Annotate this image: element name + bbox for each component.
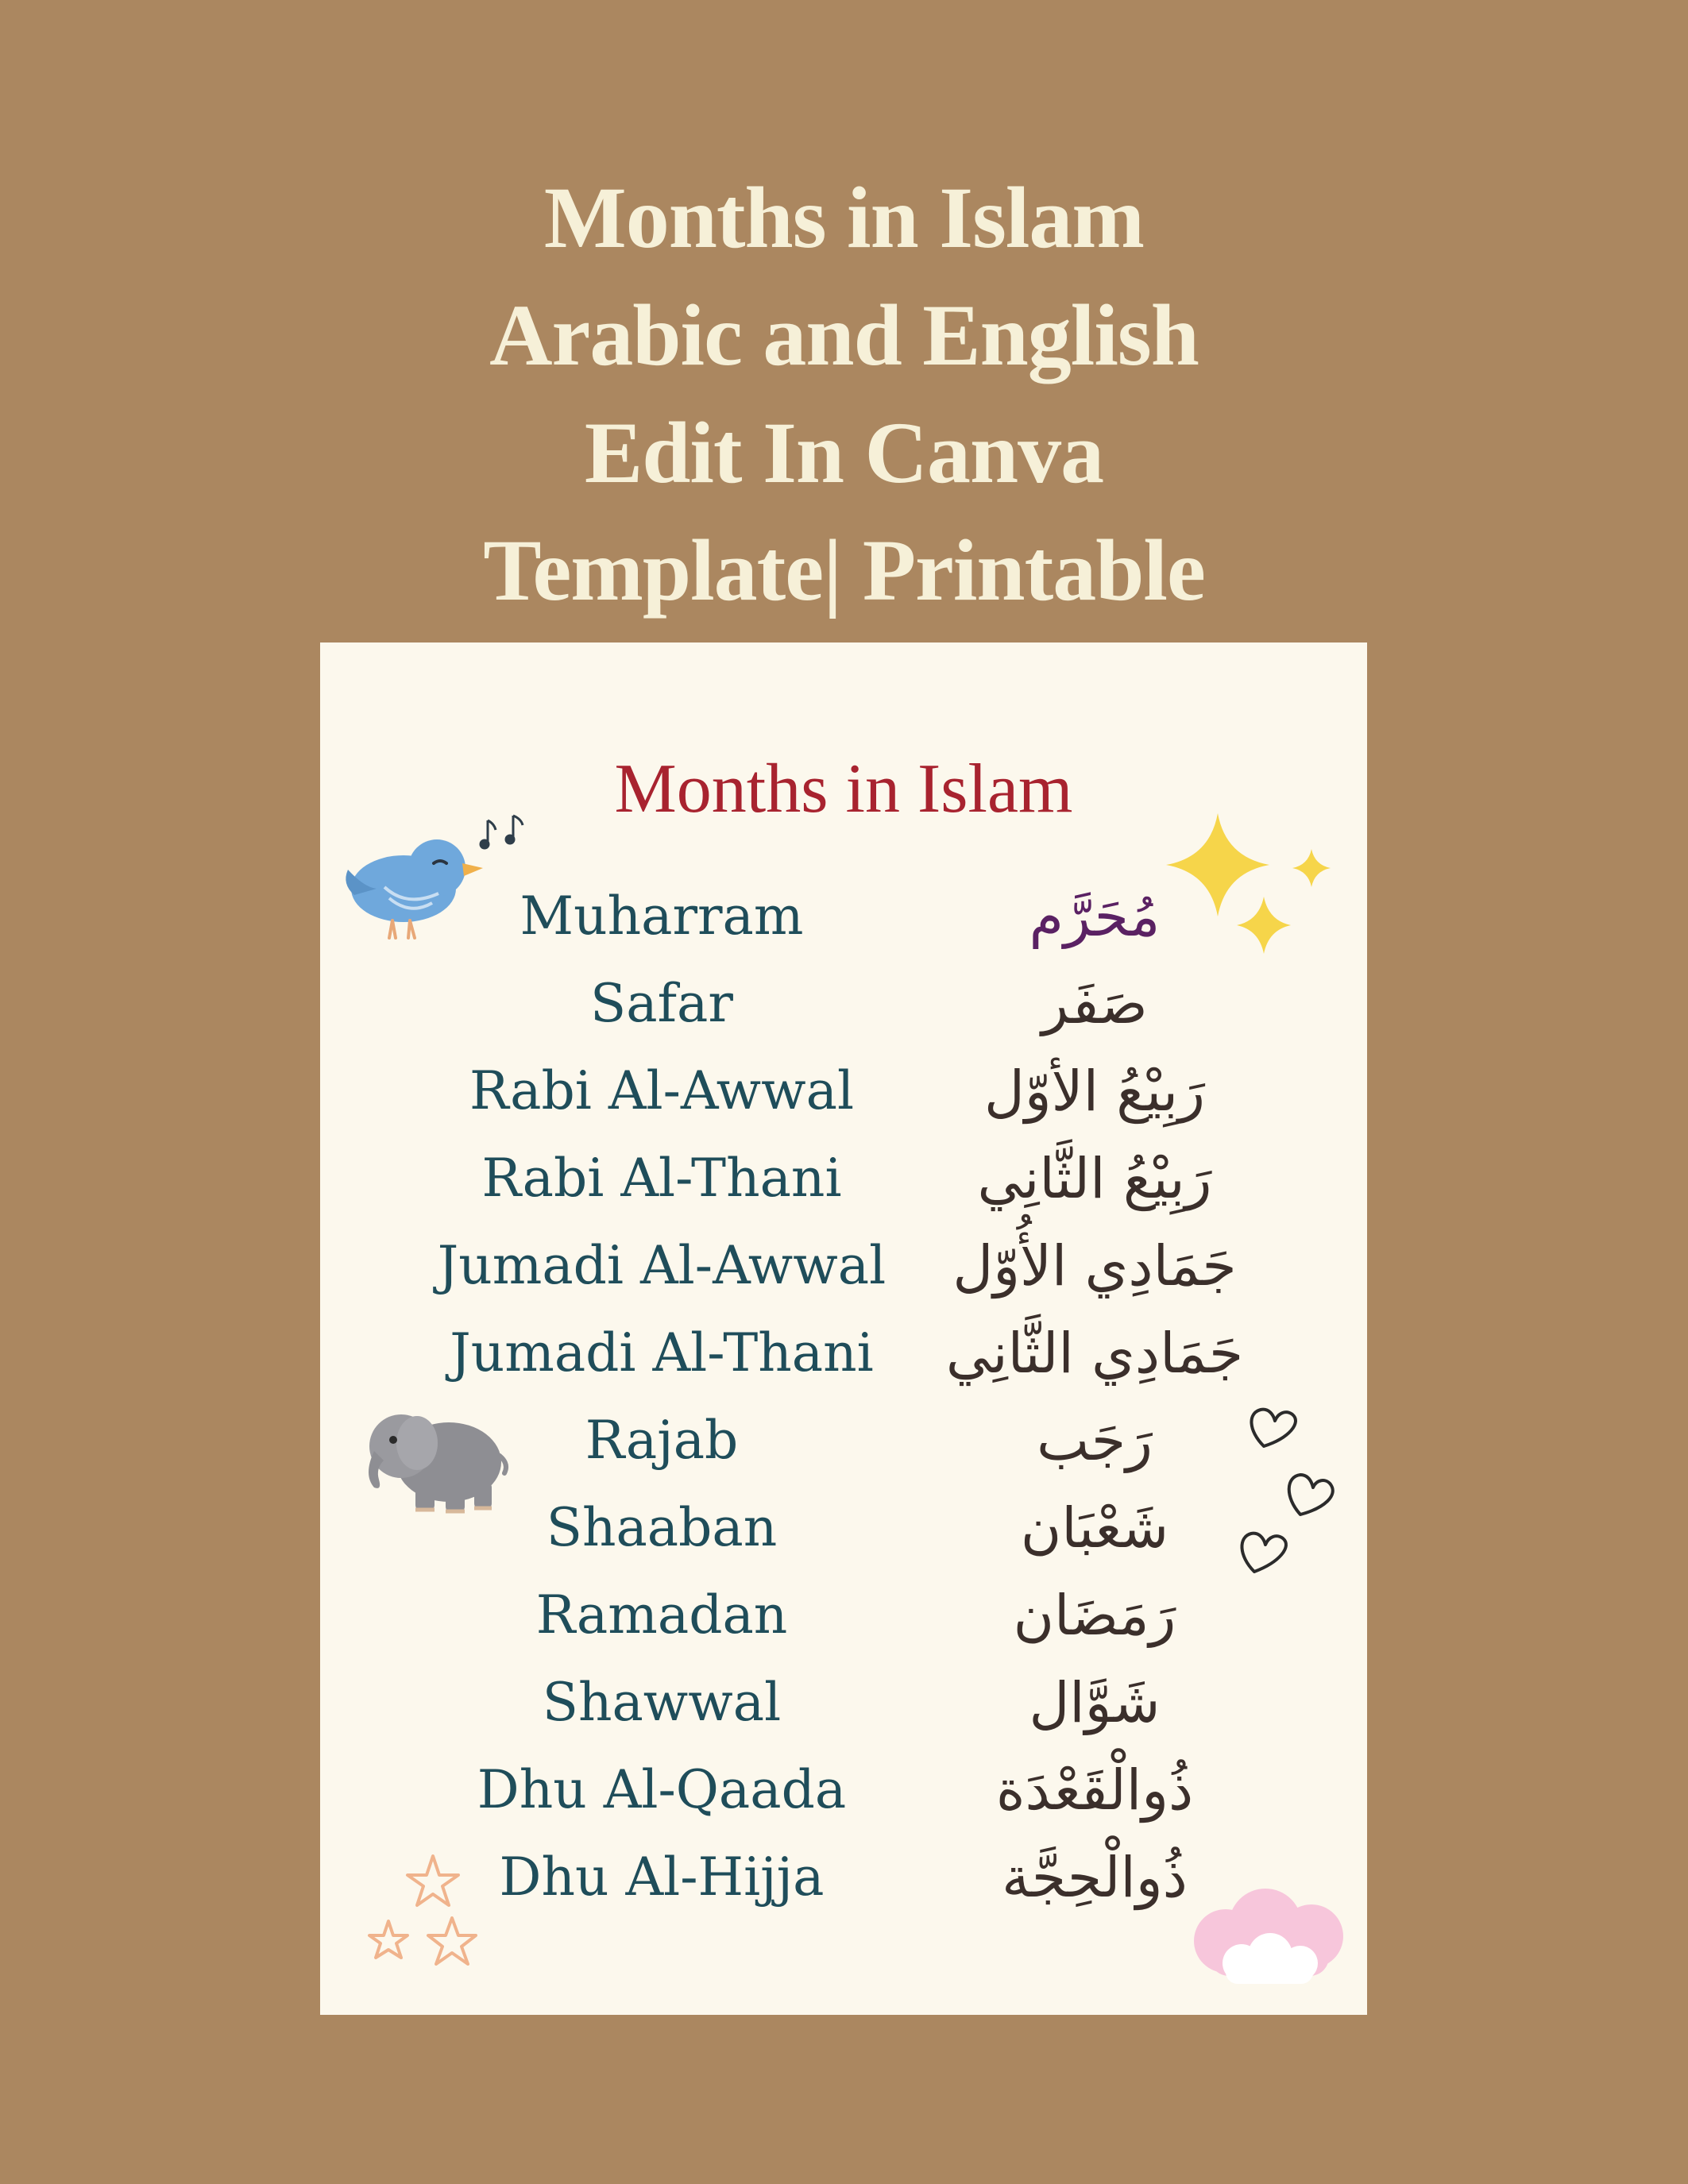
month-row <box>320 1135 1367 1222</box>
music-notes-icon <box>475 809 531 857</box>
card-title: Months in Islam <box>614 751 1073 828</box>
month-row <box>320 1310 1367 1397</box>
month-english: Rabi Al-Awwal <box>469 1060 855 1121</box>
month-arabic: صَفَر <box>1041 971 1148 1036</box>
month-row <box>320 1572 1367 1659</box>
month-english: Shawwal <box>542 1672 782 1733</box>
month-arabic: ذُوالْحِجَّة <box>1002 1845 1188 1910</box>
month-english: Ramadan <box>535 1584 788 1646</box>
month-arabic: جَمَادِي الأُوّل <box>952 1233 1237 1298</box>
month-english: Rajab <box>585 1410 739 1471</box>
month-arabic: جَمَادِي الثَّانِي <box>945 1321 1244 1386</box>
month-english: Rabi Al-Thani <box>481 1148 842 1209</box>
header-line-2: Arabic and English <box>489 287 1199 384</box>
month-english: Jumadi Al-Thani <box>450 1322 874 1383</box>
elephant-icon <box>352 1397 511 1524</box>
bird-icon <box>340 819 491 946</box>
month-arabic: شَعْبَان <box>1020 1495 1169 1561</box>
month-arabic: ذُوالْقَعْدَة <box>995 1758 1194 1823</box>
month-english: Shaaban <box>546 1497 778 1558</box>
month-arabic: مُحَرَّم <box>1029 884 1161 949</box>
month-english: Muharram <box>520 886 804 947</box>
month-english: Jumadi Al-Awwal <box>437 1235 886 1296</box>
month-row <box>320 1048 1367 1135</box>
month-arabic: شَوَّال <box>1029 1670 1161 1735</box>
month-english: Safar <box>590 973 733 1034</box>
header <box>0 159 1688 629</box>
header-line-4: Template| Printable <box>483 522 1205 619</box>
month-arabic: رَبِيْعُ الثَّانِي <box>977 1146 1212 1211</box>
sparkles-icon <box>1162 809 1345 984</box>
hearts-icon <box>1234 1373 1361 1580</box>
printable-card <box>320 642 1367 2015</box>
month-row <box>320 1222 1367 1310</box>
stars-icon <box>360 1850 495 1985</box>
month-arabic: رَجَب <box>1037 1408 1153 1473</box>
header-line-1: Months in Islam <box>543 169 1145 266</box>
month-english: Dhu Al-Qaada <box>477 1759 847 1820</box>
header-line-3: Edit In Canva <box>584 404 1104 501</box>
month-english: Dhu Al-Hijja <box>499 1846 825 1908</box>
month-row <box>320 1746 1367 1834</box>
month-row <box>320 1659 1367 1746</box>
month-arabic: رَمَضَان <box>1013 1583 1176 1648</box>
month-arabic: رَبِيْعُ الأوّل <box>984 1059 1205 1124</box>
cloud-icon <box>1178 1877 1361 1997</box>
